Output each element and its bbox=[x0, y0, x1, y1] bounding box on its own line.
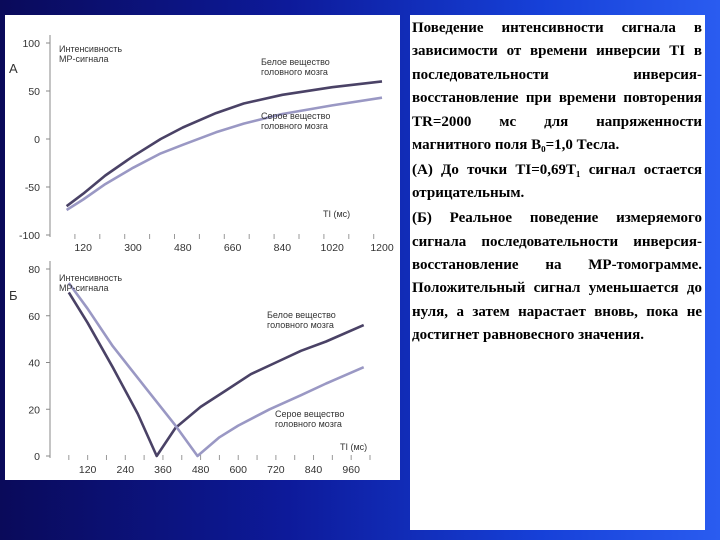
series-label: головного мозга bbox=[275, 419, 342, 429]
description-paragraph-b: (Б) Реальное поведение измеряемого сигнала последовательности инверсия-восстановление на МР-томограмме. Положительный сигнал уменьшается до нуля, а затем нарастает вновь, пока не достигнет равновесного значения. bbox=[412, 210, 702, 344]
x-tick-label: 1020 bbox=[320, 242, 344, 254]
panel-letter: А bbox=[9, 61, 18, 76]
series-label: головного мозга bbox=[267, 320, 334, 330]
y-tick-label: 40 bbox=[28, 357, 40, 370]
series-line bbox=[67, 98, 382, 210]
y-tick-label: -50 bbox=[24, 182, 40, 194]
series-label: Серое вещество bbox=[261, 111, 331, 121]
x-tick-label: 720 bbox=[267, 464, 285, 476]
chart-a bbox=[9, 35, 394, 254]
series-line bbox=[67, 81, 382, 206]
x-tick-label: 480 bbox=[191, 464, 210, 476]
description-paragraph-a: (А) До точки TI=0,69T₁ сигнал остается отрицательным. bbox=[412, 161, 702, 202]
x-tick-label: 840 bbox=[273, 242, 292, 254]
y-axis-label: Интенсивность bbox=[59, 273, 123, 283]
x-tick-label: 480 bbox=[174, 242, 192, 254]
x-tick-label: 120 bbox=[74, 242, 92, 254]
series-label: Белое вещество bbox=[261, 57, 330, 67]
y-tick-label: 100 bbox=[22, 38, 40, 50]
y-axis-label: Интенсивность bbox=[59, 44, 123, 54]
x-tick-label: 960 bbox=[342, 464, 360, 476]
series-label: головного мозга bbox=[261, 121, 328, 131]
figure-svg bbox=[5, 15, 400, 480]
chart-b bbox=[9, 261, 370, 476]
x-tick-label: 1200 bbox=[370, 242, 394, 254]
y-tick-label: 0 bbox=[34, 451, 40, 463]
x-tick-label: 660 bbox=[223, 242, 242, 254]
y-tick-label: 80 bbox=[28, 264, 40, 276]
x-axis-label: TI (мс) bbox=[323, 209, 351, 219]
x-axis-label: TI (мс) bbox=[340, 442, 368, 452]
y-tick-label: 60 bbox=[28, 310, 40, 323]
y-axis-label: МР-сигнала bbox=[59, 283, 109, 293]
panel-letter: Б bbox=[9, 288, 18, 303]
y-tick-label: -100 bbox=[18, 230, 40, 242]
y-tick-label: 50 bbox=[28, 86, 40, 98]
x-tick-label: 360 bbox=[154, 464, 172, 476]
x-tick-label: 120 bbox=[78, 464, 97, 476]
y-tick-label: 20 bbox=[28, 404, 40, 417]
description-panel bbox=[410, 15, 705, 530]
description-title: Поведение интенсивности сигнала в зависимости от времени инверсии TI в последовательности инверсия-восстановление при времени повторения TR=2000 мс для напряженности магнитного поля B₀=1,0 Тесла. bbox=[412, 20, 702, 154]
figure-panel bbox=[5, 15, 400, 480]
x-tick-label: 840 bbox=[304, 464, 323, 476]
x-tick-label: 600 bbox=[229, 464, 248, 476]
series-label: головного мозга bbox=[261, 67, 328, 77]
x-tick-label: 300 bbox=[124, 242, 142, 254]
x-tick-label: 240 bbox=[116, 464, 135, 476]
y-axis-label: МР-сигнала bbox=[59, 54, 109, 64]
series-label: Белое вещество bbox=[267, 310, 336, 320]
series-label: Серое вещество bbox=[275, 409, 345, 419]
y-tick-label: 0 bbox=[34, 134, 40, 146]
